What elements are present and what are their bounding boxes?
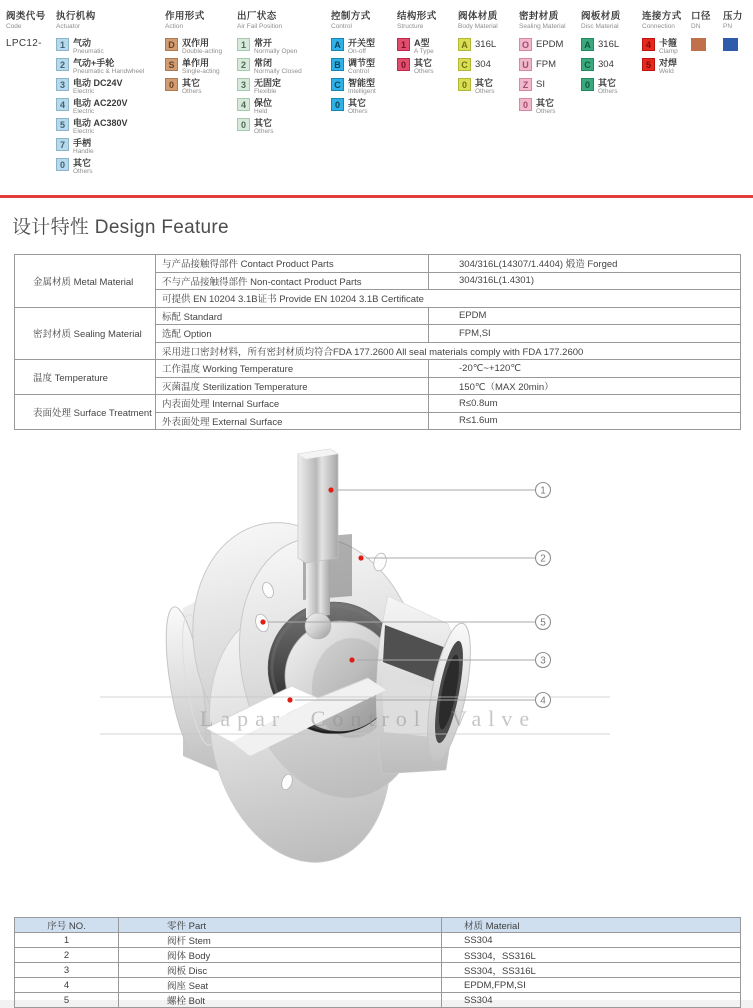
code-option-label-en: Single-acting bbox=[182, 68, 220, 75]
table-row bbox=[15, 360, 741, 378]
column-header-en: Disc Material bbox=[581, 23, 619, 30]
column-header-en: Action bbox=[165, 23, 184, 30]
column-items bbox=[691, 38, 719, 51]
code-letter-box: 2 bbox=[237, 58, 250, 71]
code-option-label-en: Handle bbox=[73, 148, 94, 155]
parts-table-row bbox=[15, 933, 741, 948]
code-option bbox=[56, 98, 162, 118]
column-header-zh: 结构形式 bbox=[397, 11, 437, 22]
part-name-cell: 阀板 Disc bbox=[119, 963, 442, 978]
code-option bbox=[331, 38, 393, 58]
feature-row-value: -20℃~+120℃ bbox=[429, 360, 741, 378]
code-option-label-zh: 其它 bbox=[598, 78, 617, 88]
code-letter-box: 0 bbox=[165, 78, 178, 91]
code-option-label-en: Double-acting bbox=[182, 48, 223, 55]
parts-table bbox=[14, 917, 741, 1008]
code-option bbox=[581, 78, 639, 98]
code-option bbox=[331, 78, 393, 98]
code-column-structure bbox=[397, 8, 455, 78]
column-items bbox=[581, 38, 639, 98]
code-letter-box: 1 bbox=[237, 38, 250, 51]
code-option bbox=[165, 38, 235, 58]
column-header-en: PN bbox=[723, 23, 733, 30]
code-option-label-zh: EPDM bbox=[536, 39, 564, 50]
code-option bbox=[237, 58, 327, 78]
code-letter-box: 5 bbox=[56, 118, 69, 131]
column-header-en: Connection bbox=[642, 23, 675, 30]
code-option-label-en: Others bbox=[598, 88, 618, 95]
part-no-cell: 1 bbox=[15, 933, 119, 948]
code-option-label-zh: 手柄 bbox=[73, 138, 92, 148]
code-column-sealing-material bbox=[519, 8, 577, 118]
code-option bbox=[56, 118, 162, 138]
code-column-control bbox=[331, 8, 393, 118]
column-header-zh: 控制方式 bbox=[331, 11, 371, 22]
feature-group-label: 密封材质 Sealing Material bbox=[15, 307, 156, 360]
column-header-zh: 作用形式 bbox=[165, 11, 205, 22]
code-letter-box: 3 bbox=[237, 78, 250, 91]
feature-row-name: 灭菌温度 Sterilization Temperature bbox=[156, 377, 429, 395]
column-items bbox=[331, 38, 393, 118]
code-column-disc-material bbox=[581, 8, 639, 98]
code-option-label-zh: FPM bbox=[536, 59, 557, 70]
callout-1 bbox=[328, 483, 550, 498]
column-items bbox=[723, 38, 751, 51]
code-option-label-en: Others bbox=[182, 88, 202, 95]
column-header-zh: 执行机构 bbox=[56, 11, 96, 22]
column-header-zh: 连接方式 bbox=[642, 11, 682, 22]
code-column-dn bbox=[691, 8, 719, 51]
code-column-actuator bbox=[56, 8, 162, 178]
code-letter-box: C bbox=[581, 58, 594, 71]
column-header-en: Code bbox=[6, 23, 22, 30]
code-option-label-en: Others bbox=[73, 168, 93, 175]
part-no-cell: 3 bbox=[15, 963, 119, 978]
column-header-en: Structure bbox=[397, 23, 424, 30]
code-option-label-zh: 电动 DC24V bbox=[73, 78, 123, 88]
code-option bbox=[458, 58, 516, 78]
code-option-label-en: Normally Open bbox=[254, 48, 298, 55]
part-no-cell: 4 bbox=[15, 978, 119, 993]
callout-number: 2 bbox=[540, 553, 546, 565]
part-no-cell: 2 bbox=[15, 948, 119, 963]
code-letter-box: C bbox=[331, 78, 344, 91]
code-option-label-en: Electric bbox=[73, 88, 95, 95]
code-column-connection bbox=[642, 8, 692, 78]
code-option-label-en: Others bbox=[536, 108, 556, 115]
feature-row-value: R≤0.8um bbox=[429, 395, 741, 413]
column-header-en: Body Material bbox=[458, 23, 498, 30]
column-header-zh: 阀体材质 bbox=[458, 11, 498, 22]
code-column-air-fail bbox=[237, 8, 327, 138]
code-table-columns bbox=[0, 8, 753, 194]
part-material-cell: SS304，SS316L bbox=[442, 963, 741, 978]
code-option-label-zh: 保位 bbox=[254, 98, 273, 108]
column-items bbox=[56, 38, 162, 178]
code-option-label-en: Weld bbox=[659, 68, 674, 75]
code-option-label-en: Others bbox=[414, 68, 434, 75]
code-option-label-zh: 电动 AC380V bbox=[73, 118, 128, 128]
red-divider-line bbox=[0, 195, 753, 198]
callout-number: 1 bbox=[540, 485, 546, 497]
code-option-label-en: Control bbox=[348, 68, 369, 75]
dn-color-swatch bbox=[691, 38, 706, 51]
code-letter-box: 0 bbox=[458, 78, 471, 91]
code-option-label-en: On-off bbox=[348, 48, 366, 55]
code-letter-box: A bbox=[331, 38, 344, 51]
code-option-label-zh: 其它 bbox=[73, 158, 92, 168]
code-option-label-en: Normally Closed bbox=[254, 68, 302, 75]
code-letter-box: 5 bbox=[642, 58, 655, 71]
feature-row-value: EPDM bbox=[429, 307, 741, 325]
feature-row-value: R≤1.6um bbox=[429, 412, 741, 430]
part-name-cell: 阀体 Body bbox=[119, 948, 442, 963]
code-option bbox=[56, 38, 162, 58]
feature-row-name: 内表面处理 Internal Surface bbox=[156, 395, 429, 413]
code-option bbox=[56, 78, 162, 98]
code-option-label-zh: 其它 bbox=[475, 78, 494, 88]
code-letter-box: B bbox=[331, 58, 344, 71]
code-option-label-zh: 常开 bbox=[254, 38, 273, 48]
column-header-zh: 阀类代号 bbox=[6, 11, 46, 22]
code-option-label-zh: 316L bbox=[598, 39, 620, 50]
table-row bbox=[15, 395, 741, 413]
code-option bbox=[397, 58, 455, 78]
column-items bbox=[519, 38, 577, 118]
parts-table-row bbox=[15, 963, 741, 978]
callout-2 bbox=[358, 551, 550, 566]
feature-row-name: 外表面处理 External Surface bbox=[156, 412, 429, 430]
column-header-zh: 出厂状态 bbox=[237, 11, 277, 22]
pn-color-swatch bbox=[723, 38, 738, 51]
code-letter-box: D bbox=[165, 38, 178, 51]
feature-row-name: 不与产品接触得部件 Non-contact Product Parts bbox=[156, 272, 429, 290]
code-option-label-zh: 304 bbox=[475, 59, 491, 70]
part-material-cell: EPDM,FPM,SI bbox=[442, 978, 741, 993]
code-letter-box: 3 bbox=[56, 78, 69, 91]
code-option-label-zh: 气动+手轮 bbox=[73, 58, 115, 68]
code-option bbox=[237, 98, 327, 118]
part-no-cell: 5 bbox=[15, 993, 119, 1008]
parts-table-row bbox=[15, 978, 741, 993]
code-letter-box: 1 bbox=[397, 38, 410, 51]
header-material: 材质 Material bbox=[442, 918, 741, 933]
header-part: 零件 Part bbox=[119, 918, 442, 933]
code-letter-box: 0 bbox=[237, 118, 250, 131]
feature-row-value: 304/316L(14307/1.4404) 煅造 Forged bbox=[429, 255, 741, 273]
code-option bbox=[56, 138, 162, 158]
column-header-zh: 口径 bbox=[691, 11, 711, 22]
part-name-cell: 阀杆 Stem bbox=[119, 933, 442, 948]
parts-table-header-row bbox=[15, 918, 741, 933]
feature-row-value: 150℃（MAX 20min） bbox=[429, 377, 741, 395]
code-option-label-zh: 智能型 bbox=[348, 78, 376, 88]
code-letter-box: 0 bbox=[581, 78, 594, 91]
code-option bbox=[237, 118, 327, 138]
code-option bbox=[331, 98, 393, 118]
section-title-en: Design Feature bbox=[94, 217, 229, 238]
part-material-cell: SS304 bbox=[442, 993, 741, 1008]
code-option-label-zh: 304 bbox=[598, 59, 614, 70]
code-option bbox=[519, 98, 577, 118]
code-option-label-en: Others bbox=[254, 128, 274, 135]
code-option-label-en: Clamp bbox=[659, 48, 678, 55]
feature-row-name: 选配 Option bbox=[156, 325, 429, 343]
code-letter-box: U bbox=[519, 58, 532, 71]
section-title-zh: 设计特性 bbox=[12, 217, 90, 238]
code-letter-box: 1 bbox=[56, 38, 69, 51]
feature-row-name: 标配 Standard bbox=[156, 307, 429, 325]
code-option-label-zh: 双作用 bbox=[182, 38, 210, 48]
code-letter-box: 7 bbox=[56, 138, 69, 151]
column-items bbox=[237, 38, 327, 138]
code-option-label-zh: 对焊 bbox=[659, 58, 678, 68]
code-option bbox=[642, 58, 692, 78]
table-row bbox=[15, 307, 741, 325]
code-option-label-en: Intelligent bbox=[348, 88, 376, 95]
code-option-label-zh: A型 bbox=[414, 38, 430, 48]
callout-number: 5 bbox=[540, 617, 546, 629]
code-option-label-en: Held bbox=[254, 108, 268, 115]
code-option bbox=[519, 38, 577, 58]
feature-row-name: 与产品接触得部件 Contact Product Parts bbox=[156, 255, 429, 273]
column-header-zh: 阀板材质 bbox=[581, 11, 621, 22]
code-option-label-zh: 调节型 bbox=[348, 58, 376, 68]
code-option-label-zh: 其它 bbox=[182, 78, 201, 88]
column-items bbox=[165, 38, 235, 98]
column-items bbox=[642, 38, 692, 78]
valve-cutaway-drawing bbox=[0, 440, 753, 908]
code-option bbox=[519, 78, 577, 98]
code-option bbox=[165, 78, 235, 98]
column-header-en: Control bbox=[331, 23, 352, 30]
code-option bbox=[458, 38, 516, 58]
parts-table-body bbox=[15, 933, 741, 1008]
column-header-en: Sealing Material bbox=[519, 23, 566, 30]
part-name-cell: 阀座 Seat bbox=[119, 978, 442, 993]
code-option bbox=[642, 38, 692, 58]
code-option bbox=[165, 58, 235, 78]
header-no: 序号 NO. bbox=[15, 918, 119, 933]
part-material-cell: SS304，SS316L bbox=[442, 948, 741, 963]
code-option-label-en: Others bbox=[475, 88, 495, 95]
code-option bbox=[56, 58, 162, 78]
code-letter-box: A bbox=[458, 38, 471, 51]
code-option-label-zh: 电动 AC220V bbox=[73, 98, 128, 108]
code-letter-box: 4 bbox=[642, 38, 655, 51]
code-letter-box: O bbox=[519, 38, 532, 51]
feature-row-value: FPM,SI bbox=[429, 325, 741, 343]
code-option-label-en: Flexible bbox=[254, 88, 277, 95]
code-option-label-zh: 单作用 bbox=[182, 58, 210, 68]
watermark-text: Lapar Control Valve bbox=[199, 706, 537, 731]
code-option-label-zh: 其它 bbox=[414, 58, 433, 68]
feature-group-label: 表面处理 Surface Treatment bbox=[15, 395, 156, 430]
column-items bbox=[397, 38, 455, 78]
feature-row-name: 工作温度 Working Temperature bbox=[156, 360, 429, 378]
code-option-label-zh: 卡箍 bbox=[659, 38, 678, 48]
feature-group-label: 温度 Temperature bbox=[15, 360, 156, 395]
code-letter-box: 4 bbox=[237, 98, 250, 111]
code-column-action bbox=[165, 8, 235, 98]
code-option-label-zh: 其它 bbox=[348, 98, 367, 108]
code-option bbox=[237, 38, 327, 58]
column-header-zh: 压力 bbox=[723, 11, 743, 22]
column-header-zh: 密封材质 bbox=[519, 11, 559, 22]
code-letter-box: S bbox=[165, 58, 178, 71]
feature-row-value: 304/316L(1.4301) bbox=[429, 272, 741, 290]
code-option-label-zh: 气动 bbox=[73, 38, 92, 48]
code-letter-box: 0 bbox=[56, 158, 69, 171]
code-option bbox=[331, 58, 393, 78]
code-option bbox=[397, 38, 455, 58]
part-material-cell: SS304 bbox=[442, 933, 741, 948]
code-letter-box: C bbox=[458, 58, 471, 71]
table-row bbox=[15, 255, 741, 273]
column-header-en: Actuator bbox=[56, 23, 81, 30]
model-code-prefix: LPC12- bbox=[6, 38, 42, 49]
column-header-en: DN bbox=[691, 23, 701, 30]
code-option-label-zh: 开关型 bbox=[348, 38, 376, 48]
code-option-label-en: Others bbox=[348, 108, 368, 115]
callout-number: 3 bbox=[540, 655, 546, 667]
code-option-label-en: Pneumatic & Handwheel bbox=[73, 68, 145, 75]
design-feature-table bbox=[14, 254, 741, 430]
code-column-body-material bbox=[458, 8, 516, 98]
code-option-label-en: Pneumatic bbox=[73, 48, 104, 55]
code-option-label-en: Electric bbox=[73, 128, 95, 135]
parts-table-row bbox=[15, 948, 741, 963]
code-option-label-zh: 其它 bbox=[254, 118, 273, 128]
code-option-label-en: Electric bbox=[73, 108, 95, 115]
code-option bbox=[519, 58, 577, 78]
code-option bbox=[581, 58, 639, 78]
feature-group-label: 金属材质 Metal Material bbox=[15, 255, 156, 308]
section-title bbox=[12, 212, 229, 239]
code-letter-box: 0 bbox=[519, 98, 532, 111]
parts-table-row bbox=[15, 993, 741, 1008]
column-items bbox=[458, 38, 516, 98]
code-letter-box: 0 bbox=[331, 98, 344, 111]
feature-row-span: 采用进口密封材料，所有密封材质均符合FDA 177.2600 All seal materials comply with FDA 177.2600 bbox=[156, 342, 741, 360]
code-option-label-en: A Type bbox=[414, 48, 434, 55]
code-option bbox=[458, 78, 516, 98]
code-option-label-zh: 其它 bbox=[536, 98, 555, 108]
code-option bbox=[56, 158, 162, 178]
code-letter-box: 0 bbox=[397, 58, 410, 71]
column-items bbox=[6, 38, 52, 49]
code-option-label-zh: 无固定 bbox=[254, 78, 282, 88]
callout-number: 4 bbox=[540, 695, 546, 707]
code-column-code bbox=[6, 8, 52, 49]
right-ferrule-shape bbox=[376, 596, 479, 774]
code-letter-box: A bbox=[581, 38, 594, 51]
part-name-cell: 螺栓 Bolt bbox=[119, 993, 442, 1008]
code-option-label-zh: SI bbox=[536, 79, 545, 90]
column-header-en: Air Fail Position bbox=[237, 23, 283, 30]
code-column-pn bbox=[723, 8, 751, 51]
code-letter-box: Z bbox=[519, 78, 532, 91]
code-option bbox=[237, 78, 327, 98]
code-letter-box: 4 bbox=[56, 98, 69, 111]
code-option-label-zh: 常闭 bbox=[254, 58, 273, 68]
code-option-label-zh: 316L bbox=[475, 39, 497, 50]
code-letter-box: 2 bbox=[56, 58, 69, 71]
code-option bbox=[581, 38, 639, 58]
feature-row-span: 可提供 EN 10204 3.1B证书 Provide EN 10204 3.1B Certificate bbox=[156, 290, 741, 308]
